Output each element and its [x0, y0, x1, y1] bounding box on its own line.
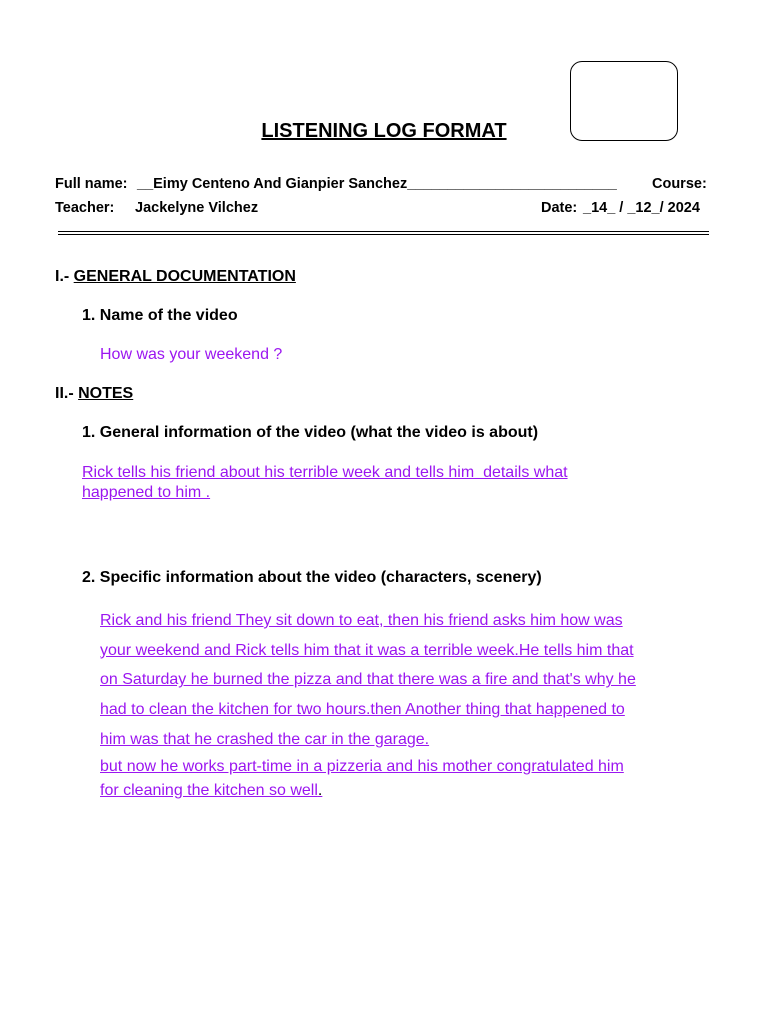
question-video-name: 1. Name of the video [82, 307, 238, 324]
answer-line-wrap [100, 755, 715, 803]
full-name-value: __Eimy Centeno And Gianpier Sanchez__________________________ [137, 176, 617, 192]
date-value: _14_ / _12_/ 2024 [583, 200, 700, 216]
answer-general-info-line: Rick tells his friend about his terrible week and tells him details what [82, 464, 568, 481]
answer-line: on Saturday he burned the pizza and that there was a fire and that's why he [100, 671, 636, 689]
divider-line [58, 231, 709, 232]
answer-line: but now he works part-time in a pizzeria and his mother congratulated him [100, 757, 624, 775]
teacher-value: Jackelyne Vilchez [135, 200, 259, 216]
section-notes [55, 385, 133, 403]
answer-video-name: How was your weekend ? [100, 346, 283, 363]
answer-line: your weekend and Rick tells him that it was a terrible week.He tells him that [100, 641, 634, 659]
answer-line: had to clean the kitchen for two hours.then Another thing that happened to [100, 701, 625, 719]
answer-line: for cleaning the kitchen so well [100, 781, 318, 799]
date-label: Date: [541, 200, 578, 216]
teacher-label: Teacher: [55, 200, 115, 216]
section-heading: GENERAL DOCUMENTATION [73, 268, 296, 285]
answer-tail: . [317, 781, 323, 799]
answer-line: him was that he crashed the car in the garage. [100, 730, 430, 748]
question-general-info: 1. General information of the video (what the video is about) [82, 424, 539, 441]
question-specific-info: 2. Specific information about the video (characters, scenery) [82, 569, 542, 586]
full-name-label: Full name: [55, 176, 128, 192]
section-heading: NOTES [78, 385, 134, 402]
answer-general-info-line: happened to him . [82, 484, 211, 501]
answer-specific-info [100, 606, 715, 803]
answer-line-last [100, 779, 715, 803]
answer-line: Rick and his friend They sit down to eat, then his friend asks him how was [100, 612, 623, 629]
section-prefix: II.- [55, 385, 79, 402]
course-label: Course: [652, 176, 707, 192]
section-prefix: I.- [55, 268, 74, 285]
page-title: LISTENING LOG FORMAT [261, 120, 507, 142]
divider-line [58, 234, 709, 235]
section-general-documentation [55, 268, 296, 286]
